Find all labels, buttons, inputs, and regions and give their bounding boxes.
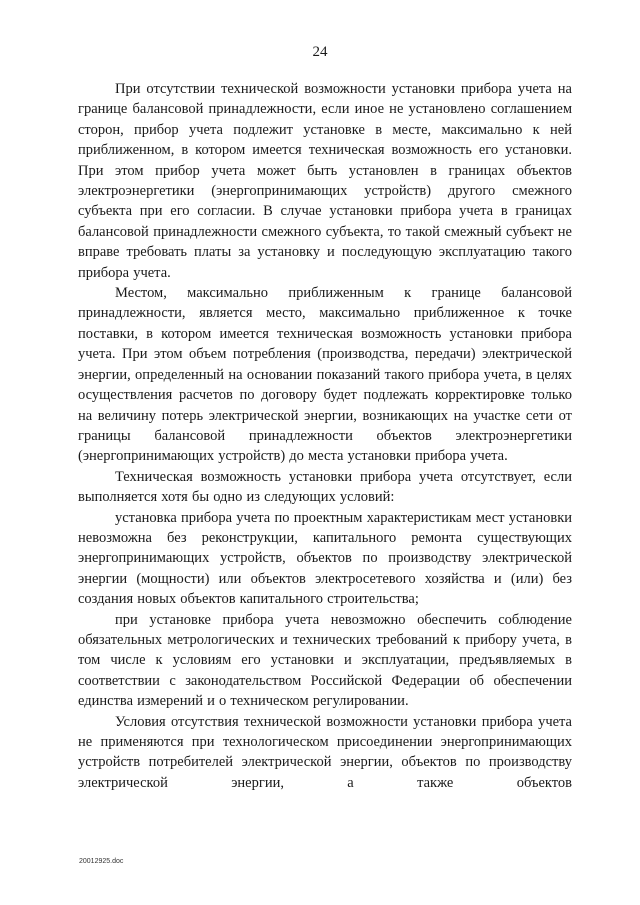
page-number: 24 <box>312 44 328 60</box>
paragraph-2: Местом, максимально приближенным к границе балансовой принадлежности, является место, максимально приближенное к точке поставки, в котором имеется техническая возможность установки прибора учета. При этом объем потребления (производства, передачи) электрической энергии, определенный на основании показаний такого прибора учета, в целях осуществления расчетов по договору будет подлежать корректировке только на величину потерь электрической энергии, возникающих на участке сети от границы балансовой принадлежности объектов электроэнергетики (энергопринимающих устройств) до места установки прибора учета. <box>78 285 572 465</box>
paragraph-4: установка прибора учета по проектным характеристикам мест установки невозможна без реконструкции, капитального ремонта существующих энергопринимающих устройств, объектов по производству электрической энергии (мощности) или объектов электросетевого хозяйства и (или) без создания новых объектов капитального строительства; <box>78 509 572 608</box>
paragraph-3: Техническая возможность установки прибора учета отсутствует, если выполняется хотя бы одно из следующих условий: <box>78 468 572 506</box>
document-body <box>78 79 572 793</box>
paragraph-5: при установке прибора учета невозможно обеспечить соблюдение обязательных метрологических и технических требований к прибору учета, в том числе к условиям его установки и эксплуатации, предъявляемых в соответствии с законодательством Российской Федерации об обеспечении единства измерений и о техническом регулировании. <box>78 611 572 710</box>
footer-filename: 20012925.doc <box>79 858 124 865</box>
paragraph-1: При отсутствии технической возможности установки прибора учета на границе балансовой принадлежности, если иное не установлено соглашением сторон, прибор учета подлежит установке в месте, максимально к ней приближенном, в котором имеется техническая возможность его установки. При этом прибор учета может быть установлен в границах объектов электроэнергетики (энергопринимающих устройств) другого смежного субъекта при его согласии. В случае установки прибора учета в границах балансовой принадлежности смежного субъекта, то такой смежный субъект не вправе требовать платы за установку и последующую эксплуатацию такого прибора учета. <box>78 81 572 281</box>
paragraph-6: Условия отсутствия технической возможности установки прибора учета не применяются при технологическом присоединении энергопринимающих устройств потребителей электрической энергии, объектов по производству электрической энергии, а также объектов <box>78 713 572 791</box>
